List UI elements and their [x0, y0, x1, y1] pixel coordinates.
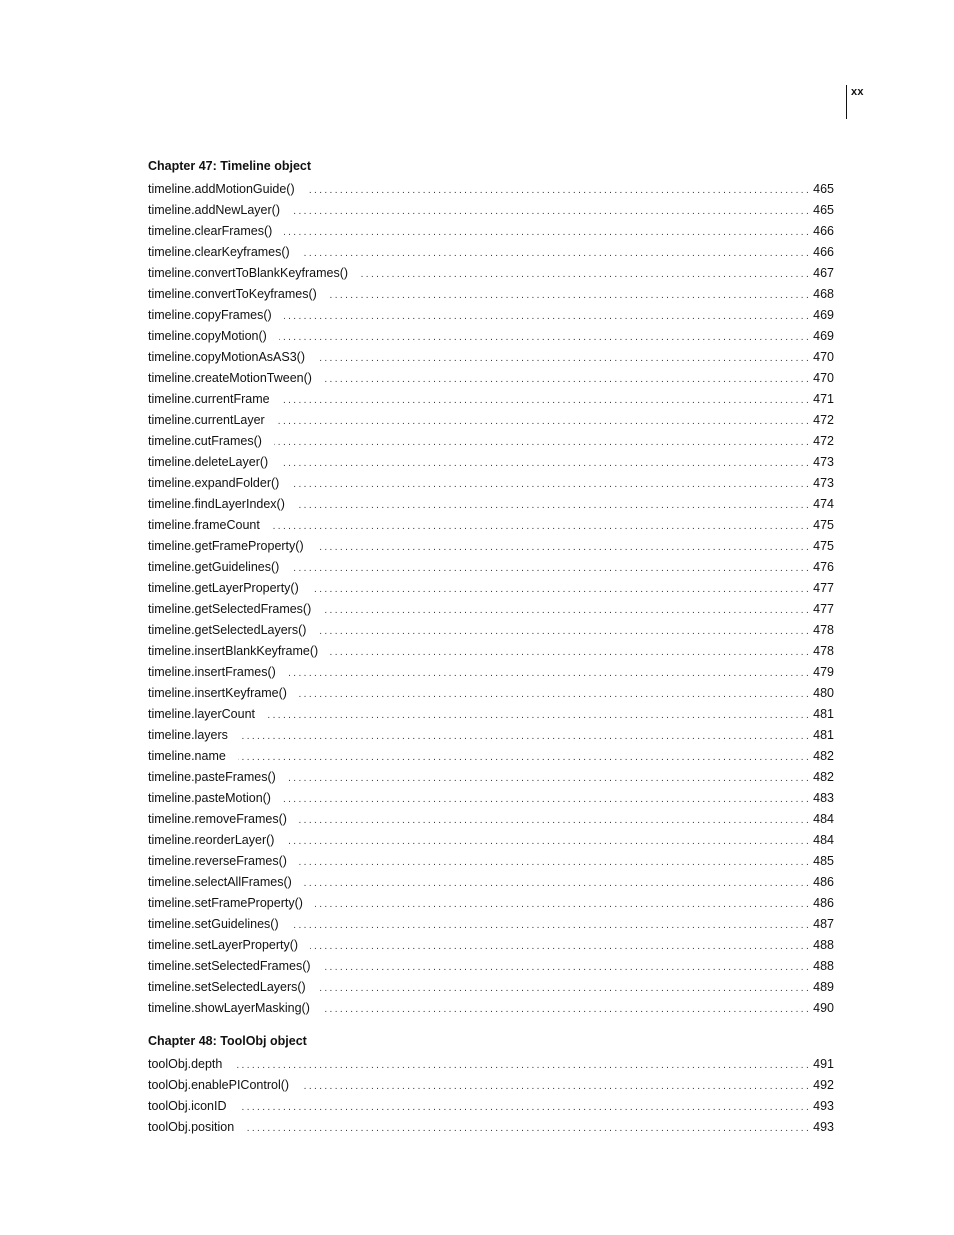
dot-leader	[318, 978, 811, 999]
toc-entry[interactable]	[148, 725, 834, 746]
dot-leader	[311, 579, 811, 600]
toc-entry-label[interactable]: timeline.showLayerMasking()	[148, 1001, 310, 1015]
toc-entry[interactable]	[148, 494, 834, 515]
toc-entry-page-number[interactable]: 478	[813, 623, 834, 637]
toc-entry-page-number[interactable]: 477	[813, 581, 834, 595]
toc-entry-page-number[interactable]: 476	[813, 560, 834, 574]
toc-entry-label[interactable]: timeline.getSelectedFrames()	[148, 602, 312, 616]
toc-entry-page-number[interactable]: 475	[813, 539, 834, 553]
toc-entry-page-number[interactable]: 472	[813, 434, 834, 448]
toc-entry[interactable]	[148, 431, 834, 452]
toc-entry-label[interactable]: timeline.expandFolder()	[148, 476, 280, 490]
toc-entry[interactable]	[148, 998, 834, 1019]
toc-entry-label[interactable]: toolObj.iconID	[148, 1099, 227, 1113]
dot-leader	[307, 180, 812, 201]
toc-entry-page-number[interactable]: 480	[813, 686, 834, 700]
dot-leader	[360, 264, 811, 285]
dot-leader	[286, 831, 811, 852]
toc-entry-label[interactable]: timeline.insertFrames()	[148, 665, 276, 679]
toc-entry-page-number[interactable]: 489	[813, 980, 834, 994]
toc-entry[interactable]	[148, 1096, 834, 1117]
dot-leader	[324, 369, 811, 390]
toc-entry[interactable]	[148, 599, 834, 620]
toc-entry[interactable]	[148, 515, 834, 536]
toc-entry[interactable]	[148, 179, 834, 200]
dot-leader	[272, 516, 811, 537]
toc-entry[interactable]	[148, 326, 834, 347]
header-divider	[846, 85, 847, 119]
toc-entry-label[interactable]: timeline.pasteFrames()	[148, 770, 276, 784]
toc-entry-label[interactable]: timeline.addMotionGuide()	[148, 182, 295, 196]
dot-leader	[274, 432, 811, 453]
toc-entry-page-number[interactable]: 466	[813, 245, 834, 259]
toc-entry[interactable]	[148, 872, 834, 893]
toc-entry[interactable]	[148, 809, 834, 830]
toc-entry[interactable]	[148, 368, 834, 389]
toc-entry-page-number[interactable]: 478	[813, 644, 834, 658]
toc-entry-label[interactable]: timeline.selectAllFrames()	[148, 875, 292, 889]
toc-entry-page-number[interactable]: 486	[813, 875, 834, 889]
toc-entry-label[interactable]: timeline.getFrameProperty()	[148, 539, 304, 553]
toc-entry-label[interactable]: timeline.copyMotion()	[148, 329, 267, 343]
dot-leader	[315, 894, 811, 915]
toc-entry-label[interactable]: timeline.findLayerIndex()	[148, 497, 285, 511]
dot-leader	[239, 1097, 812, 1118]
dot-leader	[322, 999, 811, 1020]
dot-leader	[304, 873, 811, 894]
chapter-entries	[148, 179, 834, 1019]
dot-leader	[299, 852, 811, 873]
toc-entry-page-number[interactable]: 477	[813, 602, 834, 616]
toc-entry[interactable]	[148, 536, 834, 557]
toc-entry-page-number[interactable]: 484	[813, 812, 834, 826]
toc-entry-label[interactable]: timeline.pasteMotion()	[148, 791, 271, 805]
toc-entry[interactable]	[148, 578, 834, 599]
toc-entry-label[interactable]: timeline.currentLayer	[148, 413, 265, 427]
toc-entry-label[interactable]: timeline.addNewLayer()	[148, 203, 281, 217]
dot-leader	[330, 642, 811, 663]
page-number: xx	[851, 86, 864, 98]
table-of-contents	[148, 158, 834, 1138]
toc-entry-label[interactable]: timeline.removeFrames()	[148, 812, 287, 826]
toc-entry[interactable]	[148, 641, 834, 662]
toc-entry-page-number[interactable]: 486	[813, 896, 834, 910]
toc-entry-page-number[interactable]: 465	[813, 182, 834, 196]
toc-entry[interactable]	[148, 557, 834, 578]
toc-entry-page-number[interactable]: 470	[813, 371, 834, 385]
chapter-section	[148, 158, 834, 1019]
toc-entry-page-number[interactable]: 471	[813, 392, 834, 406]
toc-entry-page-number[interactable]: 467	[813, 266, 834, 280]
toc-entry-page-number[interactable]: 482	[813, 749, 834, 763]
dot-leader	[240, 726, 811, 747]
toc-entry[interactable]	[148, 704, 834, 725]
toc-entry-page-number[interactable]: 473	[813, 455, 834, 469]
dot-leader	[279, 327, 811, 348]
toc-entry-page-number[interactable]: 484	[813, 833, 834, 847]
toc-entry-page-number[interactable]: 487	[813, 917, 834, 931]
toc-entry-label[interactable]: timeline.getGuidelines()	[148, 560, 280, 574]
toc-entry-label[interactable]: timeline.reorderLayer()	[148, 833, 275, 847]
toc-entry[interactable]	[148, 1075, 834, 1096]
toc-entry-label[interactable]: timeline.reverseFrames()	[148, 854, 287, 868]
dot-leader	[301, 1076, 811, 1097]
toc-entry-page-number[interactable]: 468	[813, 287, 834, 301]
toc-entry-page-number[interactable]: 483	[813, 791, 834, 805]
toc-entry-label[interactable]: timeline.getSelectedLayers()	[148, 623, 307, 637]
dot-leader	[246, 1118, 811, 1139]
toc-entry[interactable]	[148, 956, 834, 977]
toc-entry-page-number[interactable]: 482	[813, 770, 834, 784]
toc-entry-page-number[interactable]: 488	[813, 938, 834, 952]
toc-entry[interactable]	[148, 935, 834, 956]
dot-leader	[288, 768, 811, 789]
toc-entry[interactable]	[148, 851, 834, 872]
dot-leader	[291, 558, 811, 579]
dot-leader	[299, 684, 811, 705]
dot-leader	[267, 705, 811, 726]
toc-entry-page-number[interactable]: 493	[813, 1120, 834, 1134]
toc-entry-label[interactable]: timeline.createMotionTween()	[148, 371, 312, 385]
toc-entry-page-number[interactable]: 469	[813, 308, 834, 322]
toc-entry-label[interactable]: timeline.setSelectedFrames()	[148, 959, 311, 973]
toc-entry[interactable]	[148, 662, 834, 683]
toc-entry-label[interactable]: timeline.convertToBlankKeyframes()	[148, 266, 349, 280]
dot-leader	[283, 789, 811, 810]
toc-entry[interactable]	[148, 893, 834, 914]
toc-entry[interactable]	[148, 473, 834, 494]
dot-leader	[291, 474, 811, 495]
toc-entry[interactable]	[148, 977, 834, 998]
toc-entry[interactable]	[148, 221, 834, 242]
toc-entry[interactable]	[148, 263, 834, 284]
dot-leader	[282, 390, 812, 411]
toc-entry-page-number[interactable]: 473	[813, 476, 834, 490]
toc-entry[interactable]	[148, 914, 834, 935]
toc-entry-page-number[interactable]: 491	[813, 1057, 834, 1071]
toc-entry[interactable]	[148, 284, 834, 305]
toc-entry-page-number[interactable]: 474	[813, 497, 834, 511]
dot-leader	[288, 663, 811, 684]
dot-leader	[234, 1055, 811, 1076]
toc-entry-label[interactable]: timeline.clearKeyframes()	[148, 245, 290, 259]
dot-leader	[323, 957, 812, 978]
toc-entry-label[interactable]: timeline.setFrameProperty()	[148, 896, 303, 910]
toc-entry-label[interactable]: timeline.getLayerProperty()	[148, 581, 299, 595]
dot-leader	[280, 453, 811, 474]
toc-entry-label[interactable]: timeline.setGuidelines()	[148, 917, 279, 931]
dot-leader	[299, 810, 811, 831]
toc-entry-label[interactable]: timeline.copyMotionAsAS3()	[148, 350, 306, 364]
toc-entry-page-number[interactable]: 490	[813, 1001, 834, 1015]
toc-entry-page-number[interactable]: 469	[813, 329, 834, 343]
toc-entry[interactable]	[148, 347, 834, 368]
toc-entry-label[interactable]: timeline.setLayerProperty()	[148, 938, 299, 952]
toc-entry[interactable]	[148, 683, 834, 704]
chapter-entries	[148, 1054, 834, 1138]
toc-entry[interactable]	[148, 452, 834, 473]
toc-entry-page-number[interactable]: 485	[813, 854, 834, 868]
dot-leader	[297, 495, 811, 516]
toc-entry[interactable]	[148, 620, 834, 641]
toc-entry[interactable]	[148, 830, 834, 851]
toc-entry-label[interactable]: timeline.insertKeyframe()	[148, 686, 287, 700]
dot-leader	[284, 222, 811, 243]
toc-entry-label[interactable]: timeline.frameCount	[148, 518, 260, 532]
toc-entry-page-number[interactable]: 492	[813, 1078, 834, 1092]
toc-entry-label[interactable]: timeline.currentFrame	[148, 392, 270, 406]
chapter-heading: Chapter 47: Timeline object	[148, 159, 312, 173]
toc-entry-page-number[interactable]: 472	[813, 413, 834, 427]
chapter-heading: Chapter 48: ToolObj object	[148, 1034, 307, 1048]
toc-entry-label[interactable]: timeline.layerCount	[148, 707, 255, 721]
toc-entry-label[interactable]: timeline.setSelectedLayers()	[148, 980, 306, 994]
dot-leader	[292, 201, 811, 222]
toc-entry-page-number[interactable]: 488	[813, 959, 834, 973]
toc-entry-label[interactable]: timeline.clearFrames()	[148, 224, 273, 238]
dot-leader	[310, 936, 811, 957]
toc-entry-page-number[interactable]: 470	[813, 350, 834, 364]
toc-entry-page-number[interactable]: 481	[813, 707, 834, 721]
dot-leader	[291, 915, 812, 936]
dot-leader	[323, 600, 811, 621]
toc-entry[interactable]	[148, 200, 834, 221]
toc-entry[interactable]	[148, 305, 834, 326]
toc-entry-label[interactable]: timeline.convertToKeyframes()	[148, 287, 317, 301]
toc-entry[interactable]	[148, 746, 834, 767]
dot-leader	[284, 306, 812, 327]
dot-leader	[277, 411, 811, 432]
toc-entry[interactable]	[148, 788, 834, 809]
toc-entry-page-number[interactable]: 465	[813, 203, 834, 217]
dot-leader	[318, 621, 811, 642]
toc-entry-label[interactable]: toolObj.depth	[148, 1057, 223, 1071]
toc-entry-label[interactable]: timeline.layers	[148, 728, 228, 742]
toc-entry[interactable]	[148, 767, 834, 788]
toc-entry-label[interactable]: timeline.name	[148, 749, 226, 763]
toc-entry[interactable]	[148, 242, 834, 263]
toc-entry[interactable]	[148, 410, 834, 431]
toc-entry-page-number[interactable]: 481	[813, 728, 834, 742]
chapter-section	[148, 1033, 834, 1138]
toc-entry[interactable]	[148, 1054, 834, 1075]
toc-entry[interactable]	[148, 389, 834, 410]
dot-leader	[238, 747, 811, 768]
toc-entry-page-number[interactable]: 475	[813, 518, 834, 532]
dot-leader	[317, 348, 811, 369]
toc-entry-page-number[interactable]: 493	[813, 1099, 834, 1113]
toc-entry-label[interactable]: timeline.insertBlankKeyframe()	[148, 644, 319, 658]
toc-entry-page-number[interactable]: 479	[813, 665, 834, 679]
dot-leader	[329, 285, 811, 306]
toc-entry-label[interactable]: timeline.deleteLayer()	[148, 455, 269, 469]
toc-entry[interactable]	[148, 1117, 834, 1138]
toc-entry-label[interactable]: toolObj.position	[148, 1120, 235, 1134]
toc-entry-page-number[interactable]: 466	[813, 224, 834, 238]
toc-entry-label[interactable]: timeline.cutFrames()	[148, 434, 262, 448]
dot-leader	[302, 243, 811, 264]
toc-entry-label[interactable]: timeline.copyFrames()	[148, 308, 272, 322]
toc-entry-label[interactable]: toolObj.enablePIControl()	[148, 1078, 290, 1092]
dot-leader	[316, 537, 812, 558]
